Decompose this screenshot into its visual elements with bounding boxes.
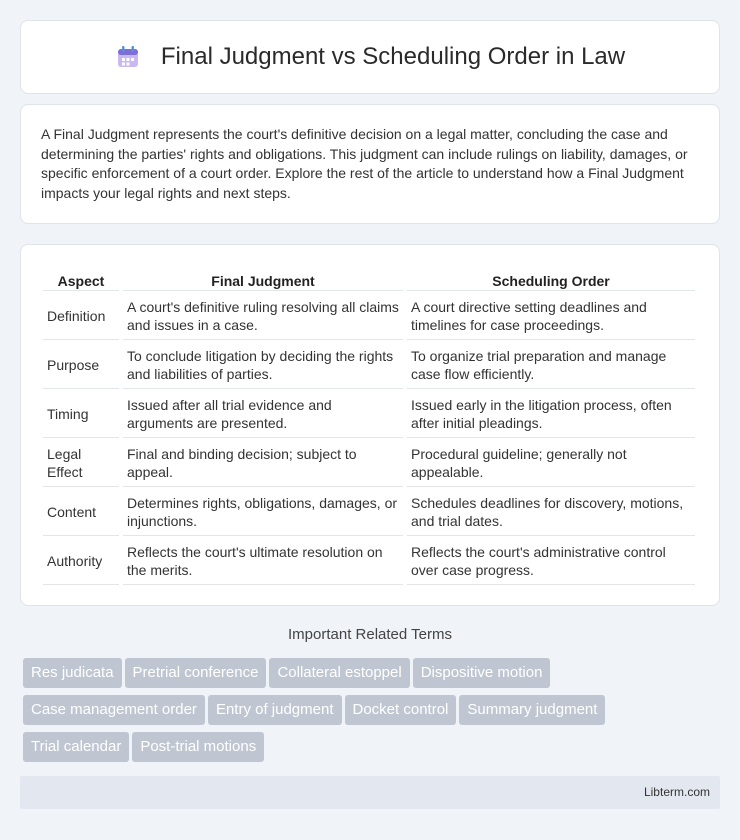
row-aspect: Content [43,487,119,536]
row-scheduling-order: To organize trial preparation and manage case flow efficiently. [407,340,695,389]
row-aspect: Definition [43,291,119,340]
intro-card [20,104,720,224]
related-term-tag[interactable]: Trial calendar [23,732,129,762]
row-scheduling-order: Issued early in the litigation process, often after initial pleadings. [407,389,695,438]
table-header-row [43,265,695,291]
row-scheduling-order: Reflects the court's administrative control over case progress. [407,536,695,585]
header-scheduling-order: Scheduling Order [407,265,695,291]
related-term-tag[interactable]: Case management order [23,695,205,725]
title-wrap [115,43,625,71]
table-row [43,340,695,389]
row-final-judgment: To conclude litigation by deciding the rights and liabilities of parties. [123,340,403,389]
table-row [43,536,695,585]
calendar-icon [115,44,141,70]
related-term-tag[interactable]: Entry of judgment [208,695,342,725]
row-aspect: Legal Effect [43,438,119,487]
table-row [43,389,695,438]
row-scheduling-order: Procedural guideline; generally not appealable. [407,438,695,487]
intro-paragraph: A Final Judgment represents the court's definitive decision on a legal matter, concluding the case and determining the parties' rights and obligations. This judgment can include rulings on liability, damages, or specific enforcement of a court order. Explore the rest of the article to understand how a Final Judgment impacts your legal rights and next steps. [41,126,688,201]
row-final-judgment: Issued after all trial evidence and arguments are presented. [123,389,403,438]
table-row [43,487,695,536]
related-term-tag[interactable]: Summary judgment [459,695,605,725]
row-scheduling-order: Schedules deadlines for discovery, motions, and trial dates. [407,487,695,536]
row-scheduling-order: A court directive setting deadlines and timelines for case proceedings. [407,291,695,340]
row-final-judgment: Determines rights, obligations, damages, or injunctions. [123,487,403,536]
related-term-tag[interactable]: Dispositive motion [413,658,551,688]
related-term-tag[interactable]: Docket control [345,695,457,725]
related-terms-heading: Important Related Terms [288,626,452,643]
title-card [20,20,720,94]
related-term-tag[interactable]: Post-trial motions [132,732,264,762]
header-aspect: Aspect [43,265,119,291]
table-row [43,291,695,340]
related-terms-list [23,658,713,769]
row-aspect: Purpose [43,340,119,389]
footer [20,776,720,809]
row-aspect: Authority [43,536,119,585]
row-aspect: Timing [43,389,119,438]
row-final-judgment: Final and binding decision; subject to appeal. [123,438,403,487]
row-final-judgment: A court's definitive ruling resolving all claims and issues in a case. [123,291,403,340]
table-row [43,438,695,487]
related-term-tag[interactable]: Res judicata [23,658,122,688]
header-final-judgment: Final Judgment [123,265,403,291]
comparison-table [39,265,699,585]
row-final-judgment: Reflects the court's ultimate resolution on the merits. [123,536,403,585]
comparison-card [20,244,720,606]
related-term-tag[interactable]: Pretrial conference [125,658,267,688]
footer-site-link[interactable]: Libterm.com [643,785,710,799]
page-title: Final Judgment vs Scheduling Order in Law [160,43,626,70]
related-term-tag[interactable]: Collateral estoppel [269,658,409,688]
